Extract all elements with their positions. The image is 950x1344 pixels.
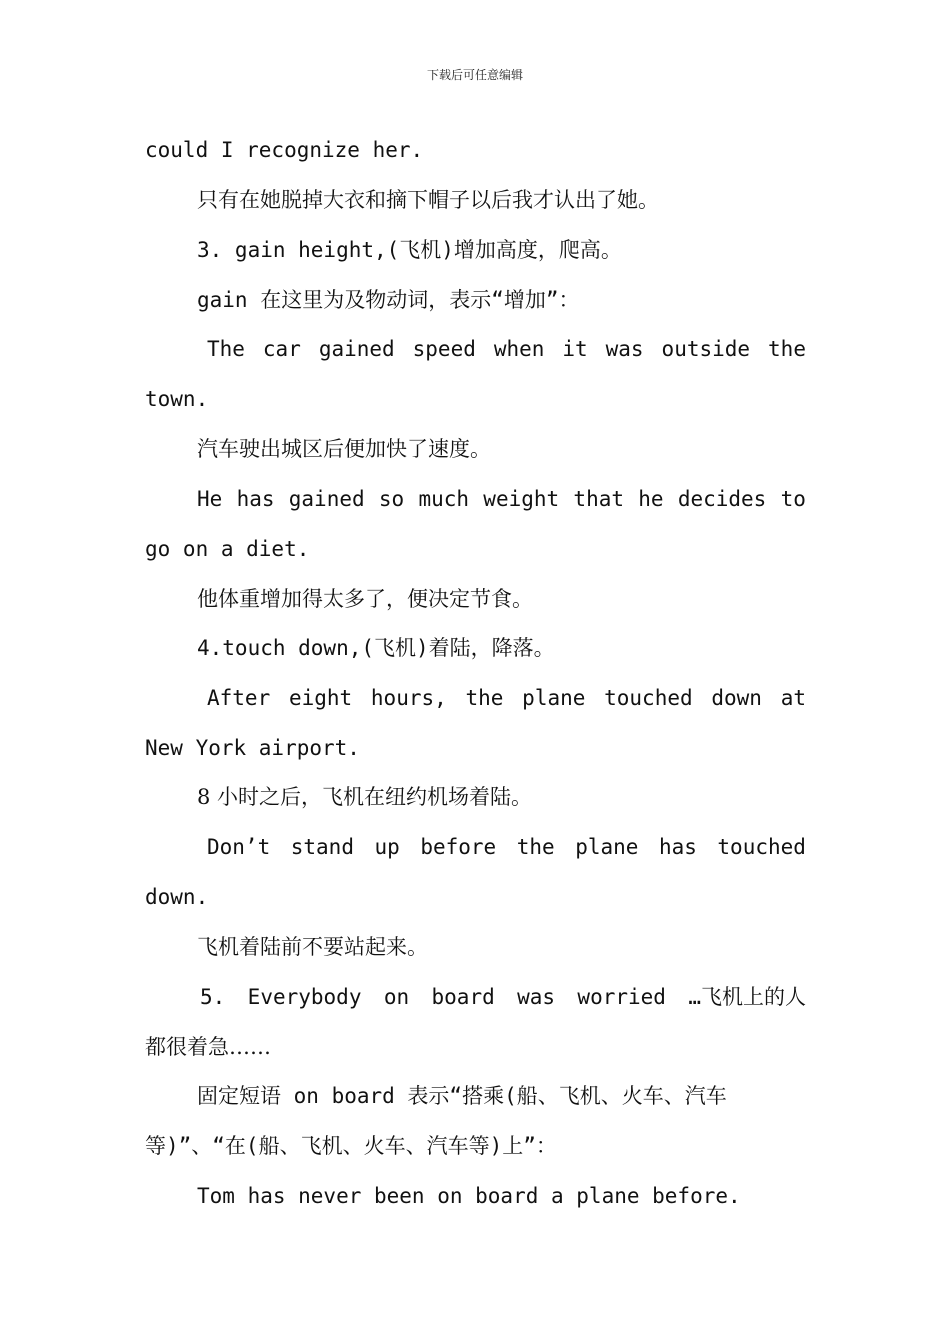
word: was (517, 985, 556, 1009)
word: touched (717, 835, 806, 859)
text-line: go on a diet. (145, 537, 310, 561)
word: has (236, 487, 275, 511)
word: the (465, 686, 504, 710)
text-line (207, 683, 806, 713)
word: the (516, 835, 555, 859)
word: the (768, 337, 806, 361)
page-header: 下载后可任意编辑 (426, 68, 523, 82)
word: that (573, 487, 624, 511)
word: has (658, 835, 697, 859)
word: board (431, 985, 495, 1009)
text-line: could I recognize her. (145, 138, 424, 162)
word: 5. (200, 985, 226, 1009)
word: much (418, 487, 470, 511)
word: when (493, 337, 545, 361)
text-line (207, 832, 806, 862)
word: decides (677, 487, 767, 511)
word: stand (290, 835, 354, 859)
word: weight (483, 487, 560, 511)
word: gained (288, 487, 365, 511)
word: eight (288, 686, 353, 710)
word: worried (577, 985, 666, 1009)
text-line (197, 484, 806, 514)
word: on (383, 985, 410, 1009)
word: touched (604, 686, 693, 710)
word: speed (412, 337, 476, 361)
word: he (638, 487, 664, 511)
word: car (262, 337, 301, 361)
word: gained (318, 337, 395, 361)
text-line: 等)”、“在(船、飞机、火车、汽车等)上”： (145, 1134, 557, 1158)
word: down (711, 686, 762, 710)
word: After (207, 686, 271, 710)
word: Everybody (247, 985, 362, 1009)
text-line: 3. gain height,(飞机)增加高度，爬高。 (197, 238, 622, 262)
text-line: 只有在她脱掉大衣和摘下帽子以后我才认出了她。 (197, 188, 659, 212)
word: plane (522, 686, 586, 710)
word: to (780, 487, 806, 511)
word: He (197, 487, 223, 511)
word: at (780, 686, 806, 710)
word: was (605, 337, 644, 361)
word: …飞机上的人 (688, 985, 806, 1009)
word: outside (661, 337, 751, 361)
text-line (200, 982, 806, 1012)
text-line: town. (145, 387, 209, 411)
text-line: 飞机着陆前不要站起来。 (197, 935, 428, 959)
text-line: 都很着急…… (145, 1035, 271, 1059)
word: so (378, 487, 405, 511)
text-line: Tom has never been on board a plane before. (197, 1184, 741, 1208)
word: plane (575, 835, 639, 859)
word: before (420, 835, 497, 859)
text-line: 汽车驶出城区后便加快了速度。 (197, 437, 491, 461)
text-line: New York airport. (145, 736, 360, 760)
word: The (207, 337, 245, 361)
text-line: down. (145, 885, 209, 909)
word: up (374, 835, 400, 859)
text-line (207, 334, 806, 364)
text-line: gain 在这里为及物动词，表示“增加”： (197, 288, 580, 312)
word: Don’t (207, 835, 271, 859)
text-line: 他体重增加得太多了，便决定节食。 (197, 587, 533, 611)
word: hours, (370, 686, 447, 710)
text-line: 固定短语 on board 表示“搭乘(船、飞机、火车、汽车 (197, 1084, 727, 1108)
text-line: 8 小时之后，飞机在纽约机场着陆。 (197, 785, 533, 809)
text-line: 4.touch down,(飞机)着陆，降落。 (197, 636, 555, 660)
word: it (562, 337, 588, 361)
